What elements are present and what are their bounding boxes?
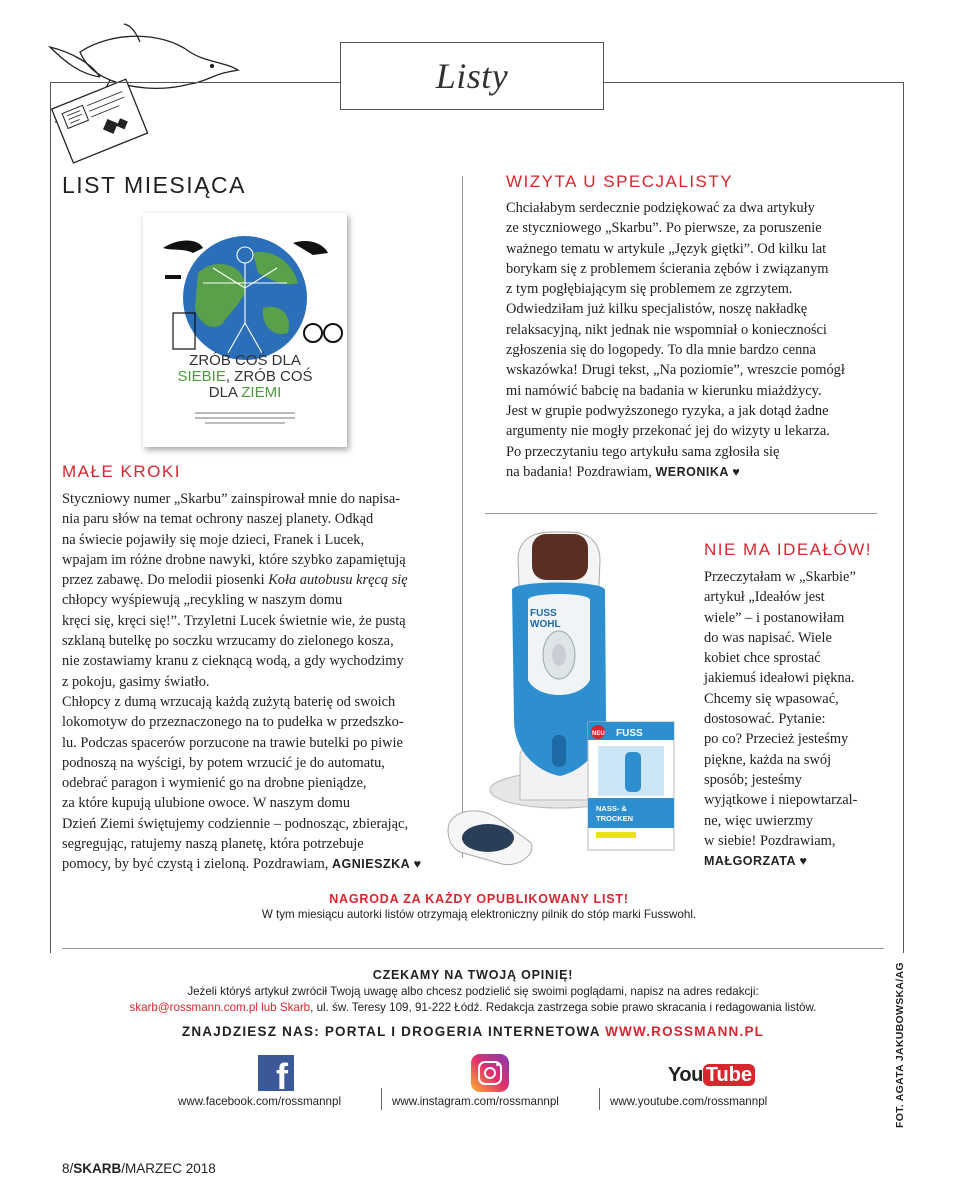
cover-title — [143, 353, 347, 401]
body-line: mi namówić babcię na badania w kierunku miażdżycy. — [506, 382, 822, 399]
facebook-logo-letter: f — [276, 1056, 288, 1097]
body-line: wpajam im różne drobne nawyki, które szybko zapamiętują — [62, 551, 406, 568]
body-line: szklaną butelkę po soczku wrzucamy do zielonego kosza, — [62, 633, 394, 650]
body-line: z pokoju, gasimy światło. — [62, 673, 210, 690]
contact-line1: Jeżeli któryś artykuł zwrócił Twoją uwagę albo chcesz podzielić się swoimi poglądami, napisz na adres redakcji: — [187, 985, 759, 998]
body-line: artykuł „Ideałów jest — [704, 589, 825, 606]
page-number: 8/ — [62, 1161, 74, 1176]
youtube-logo[interactable] — [668, 1064, 755, 1092]
body-line: za które kupują ulubione owoce. W naszym domu — [62, 795, 351, 812]
specialist-heading: WIZYTA U SPECJALISTY — [506, 172, 734, 191]
product-brand-line1: FUSS — [530, 608, 557, 619]
body-line: Styczniowy numer „Skarbu” zainspirował mnie do napisa- — [62, 491, 401, 507]
specialist-body — [506, 198, 881, 482]
cover-title-line2b: , ZRÓB COŚ — [225, 368, 313, 385]
instagram-icon[interactable] — [471, 1054, 509, 1092]
body-line: nie zostawiamy kranu z cieknącą wodą, a gdy wychodzimy — [62, 653, 404, 670]
body-line: piękne, każda na swój — [704, 751, 832, 768]
signature-weronika: WERONIKA ♥ — [655, 464, 741, 479]
section-title-box — [340, 42, 604, 110]
box-text1: NASS- & — [596, 804, 627, 813]
foot-file-product-image — [420, 520, 690, 870]
no-ideals-heading: NIE MA IDEAŁÓW! — [704, 540, 872, 559]
find-us — [62, 1024, 884, 1039]
body-line: do was napisać. Wiele — [704, 629, 832, 646]
body-line-part: na badania! Pozdrawiam, — [506, 463, 652, 480]
address-text: , ul. św. Teresy 109, 91-222 Łódź. Redakcja zastrzega sobie prawo skracania i redagowania listów. — [310, 1001, 817, 1014]
body-line: argumenty nie mogły przekonać jej do wizyty u lekarza. — [506, 423, 830, 440]
photo-credit: FOT. AGATA JAKUBOWSKA/AG — [894, 962, 906, 1128]
box-badge: NEU — [592, 731, 605, 737]
body-line: ważnego tematu w artykule „Język giętki”. Od kilku lat — [506, 240, 827, 257]
signature-agnieszka: AGNIESZKA ♥ — [332, 857, 422, 872]
cover-title-line3 — [143, 385, 347, 401]
magazine-name: SKARB — [73, 1161, 122, 1176]
body-line: Odwiedziłam już kilku specjalistów, noszę nakładkę — [506, 301, 808, 318]
body-line: kobiet chce sprostać — [704, 650, 821, 667]
facebook-link[interactable]: www.facebook.com/rossmannpl — [178, 1095, 342, 1108]
signature-malgorzata: MAŁGORZATA ♥ — [704, 854, 808, 869]
page-footer — [62, 1161, 216, 1176]
prize-title: NAGRODA ZA KAŻDY OPUBLIKOWANY LIST! — [329, 892, 629, 906]
body-line: zgłoszenia się do logopedy. To dla mnie bardzo cenna — [506, 342, 816, 359]
cover-title-line3b: ZIEMI — [241, 384, 282, 401]
body-line: wiele” – i postanowiłam — [704, 609, 845, 626]
box-text2: TROCKEN — [596, 814, 634, 823]
find-us-text: ZNAJDZIESZ NAS: PORTAL I DROGERIA INTERNETOWA — [181, 1024, 601, 1039]
body-line: z tym pogłębiającym się problemem ze zgrzytem. — [506, 281, 793, 298]
song-title: Koła autobusu kręcą się — [268, 572, 408, 589]
body-line-part: przez zabawę. Do melodii piosenki — [62, 572, 265, 589]
body-line: chłopcy wyśpiewują „recykling w naszym domu — [62, 592, 343, 609]
contact-divider — [62, 948, 884, 949]
body-line: dostosować. Pytanie: — [704, 711, 826, 728]
body-line: ze styczniowego „Skarbu”. Po pierwsze, za poruszenie — [506, 220, 822, 237]
body-line — [62, 570, 447, 590]
section-divider — [485, 513, 877, 514]
body-line: Jest w grupie podwyższonego ryzyka, a jak dotąd żadne — [506, 402, 829, 419]
body-line: wyjątkowe i niepowtarzal- — [704, 792, 858, 809]
prize-text: W tym miesiącu autorki listów otrzymają elektroniczny pilnik do stóp marki Fusswohl. — [261, 908, 697, 921]
body-line: Chłopcy z dumą wrzucają każdą zużytą baterię od swoich — [62, 693, 396, 710]
body-line: odebrać paragon i wymienić go na drobne pieniądze, — [62, 775, 367, 792]
body-line: wskazówka! Drugi tekst, „Na poziomie”, wreszcie pomógł — [506, 362, 845, 379]
box-brand: FUSS — [616, 728, 643, 739]
body-line: Po przeczytaniu tego artykułu sama zgłosiła się — [506, 443, 780, 460]
body-line: ne, więc uwierzmy — [704, 812, 814, 829]
body-line: Dzień Ziemi świętujemy codziennie – podnosząc, zbierając, — [62, 815, 409, 832]
body-line: w siebie! Pozdrawiam, — [704, 832, 836, 849]
body-line: Przeczytałam w „Skarbie” — [704, 569, 856, 585]
section-title: Listy — [435, 56, 509, 96]
body-line: Chciałabym serdecznie podziękować za dwa artykuły — [506, 200, 815, 216]
body-line-part: pomocy, by być czystą i zieloną. Pozdrawiam, — [62, 856, 329, 873]
body-line: nia paru słów na temat ochrony naszej planety. Odkąd — [62, 511, 374, 528]
small-steps-heading: MAŁE KROKI — [62, 462, 181, 481]
body-line: lokomotyw do przeznaczonego na to pudełka w przedszko- — [62, 714, 404, 731]
magazine-cover-thumbnail — [143, 213, 347, 447]
cover-title-line1: ZRÓB COŚ DLA — [189, 352, 301, 369]
email-link[interactable]: skarb@rossmann.com.pl lub Skarb — [129, 1001, 311, 1014]
body-line: na świecie pojawiły się moje dzieci, Franek i Lucek, — [62, 531, 365, 548]
contact-line2 — [50, 1001, 896, 1014]
body-line: jakiemuś ideałowi piękna. — [704, 670, 855, 687]
youtube-logo-you: You — [668, 1064, 703, 1086]
letter-of-month-heading: LIST MIESIĄCA — [62, 172, 246, 198]
cover-title-line3a: DLA — [208, 384, 242, 401]
social-divider — [381, 1088, 382, 1110]
youtube-link[interactable]: www.youtube.com/rossmannpl — [610, 1095, 768, 1108]
body-line: lu. Podczas spacerów porzucone na trawie butelki po piwie — [62, 734, 403, 751]
body-line: sposób; jesteśmy — [704, 771, 802, 788]
body-line: relaksacyjną, nikt jednak nie wspomniał o konieczności — [506, 321, 827, 338]
body-line: kręci się, kręci się!”. Trzyletni Lucek świetnie wie, że pustą — [62, 612, 406, 629]
youtube-logo-tube: Tube — [703, 1064, 755, 1086]
instagram-link[interactable]: www.instagram.com/rossmannpl — [392, 1095, 559, 1108]
product-brand-line2: WOHL — [530, 619, 561, 630]
body-line: po co? Przecież jesteśmy — [704, 731, 849, 748]
body-line: borykam się z problemem ścierania zębów i związanym — [506, 260, 829, 277]
cover-title-line2a: SIEBIE — [177, 368, 226, 385]
body-line — [506, 462, 881, 482]
body-line: Chcemy się wpasować, — [704, 690, 839, 707]
issue-date: /MARZEC 2018 — [121, 1161, 216, 1176]
letter-of-month-body — [62, 489, 447, 875]
body-line: podnoszą na wyścigi, by potem wrzucić je do automatu, — [62, 754, 385, 771]
no-ideals-body — [704, 567, 894, 871]
cover-body-lines — [195, 409, 295, 427]
contact-title: CZEKAMY NA TWOJĄ OPINIĘ! — [372, 968, 574, 982]
facebook-icon[interactable] — [258, 1055, 294, 1097]
cover-title-line2 — [143, 369, 347, 385]
social-divider — [599, 1088, 600, 1110]
body-line — [62, 854, 447, 874]
body-line: segregując, ratujemy naszą planetę, która potrzebuje — [62, 836, 364, 853]
website-link[interactable]: WWW.ROSSMANN.PL — [605, 1024, 765, 1039]
